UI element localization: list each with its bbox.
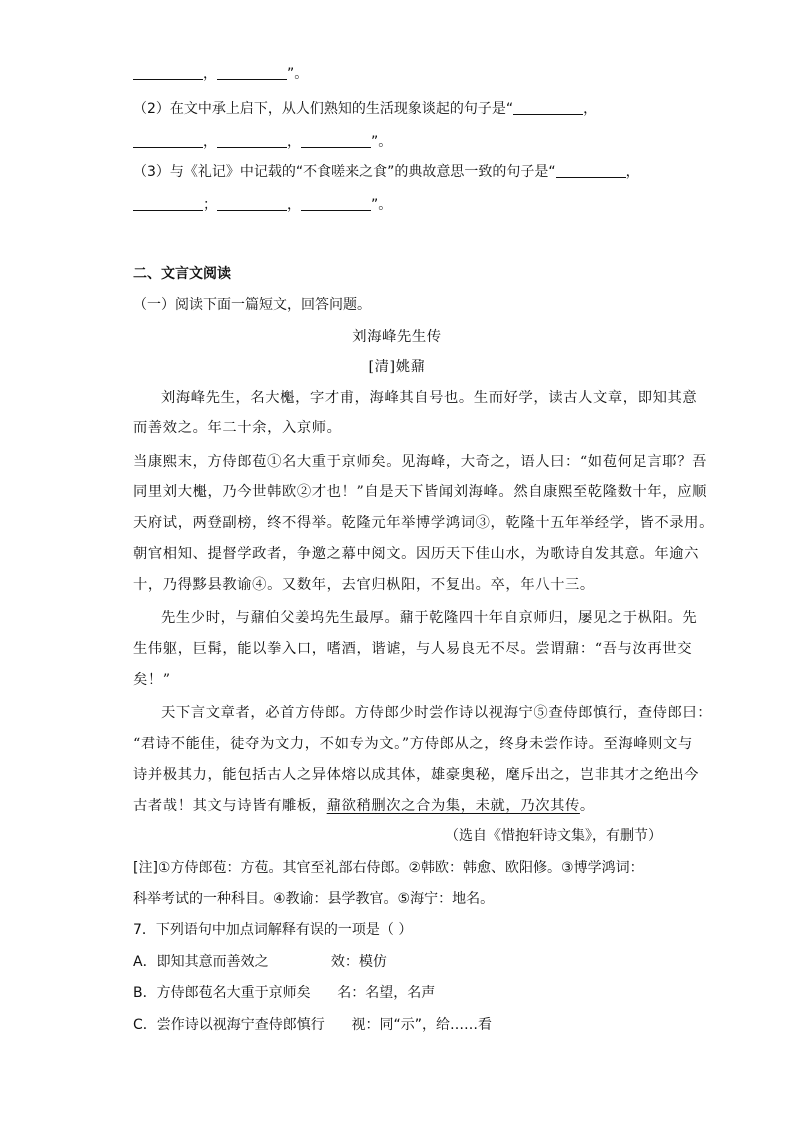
option-a[interactable]: A．即知其意而善效之 效：模仿 — [133, 954, 387, 970]
answer-blank[interactable] — [556, 163, 626, 178]
passage-line: 十，乃得黟县教谕④。又数年，去官归枞阳，不复出。卒，年八十三。 — [133, 577, 595, 593]
answer-blank[interactable] — [133, 196, 203, 211]
answer-blank[interactable] — [217, 196, 287, 211]
passage-line: 同里刘大櫆，乃今世韩欧②才也！”自是天下皆闻刘海峰。然自康熙至乾隆数十年，应顺 — [133, 484, 707, 500]
option-b[interactable]: B．方侍郎苞名大重于京师矣 名：名望，名声 — [133, 985, 436, 1001]
question-7-stem: 7．下列语句中加点词解释有误的一项是（ ） — [133, 922, 413, 938]
notes-line: 科举考试的一种科目。④教谕：县学教官。⑤海宁：地名。 — [133, 891, 495, 907]
passage-line: 先生少时，与鼐伯父姜坞先生最厚。鼐于乾隆四十年自京师归，屡见之于枞阳。先 — [161, 610, 698, 626]
passage-line: 天下言文章者，必首方侍郎。方侍郎少时尝作诗以视海宁⑤查侍郎慎行，查侍郎曰： — [161, 705, 713, 721]
passage-line: 天府试，两登副榜，终不得举。乾隆元年举博学鸿词③，乾隆十五年举经学，皆不录用。 — [133, 515, 714, 531]
passage-line: 而善效之。年二十余，入京师。 — [133, 420, 342, 436]
passage-line: 矣！” — [133, 672, 171, 688]
passage-line: “君诗不能佳，徒夺为文力，不如专为文。”方侍郎从之，终身未尝作诗。至海峰则文与 — [133, 736, 693, 752]
underlined-sentence: 鼐欲稍删次之合为集，未就，乃次其传 — [326, 798, 580, 814]
fill-line-1: ， ”。 — [133, 64, 308, 84]
answer-blank[interactable] — [301, 196, 371, 211]
answer-blank[interactable] — [133, 133, 203, 148]
question-2-line-2: ， ， ”。 — [133, 132, 392, 152]
passage-line: 古者哉！其文与诗皆有雕板，鼐欲稍删次之合为集，未就，乃次其传。 — [133, 798, 595, 814]
answer-blank[interactable] — [217, 133, 287, 148]
question-2-line-1: （2）在文中承上启下，从人们熟知的生活现象谈起的句子是“ ， — [133, 101, 598, 117]
passage-source: （选自《惜抱轩诗文集》，有删节） — [445, 828, 662, 844]
section-subheading: （一）阅读下面一篇短文，回答问题。 — [133, 297, 371, 313]
question-3-line-2: ； ， ”。 — [133, 195, 392, 215]
answer-blank[interactable] — [217, 65, 287, 80]
passage-line: 诗并极其力，能包括古人之异体熔以成其体，雄豪奥秘，麾斥出之，岂非其才之绝出今 — [133, 767, 700, 783]
passage-line: 当康熙末，方侍郎苞①名大重于京师矣。见海峰，大奇之，语人曰：“如苞何足言耶？吾 — [133, 454, 707, 470]
question-3-line-1: （3）与《礼记》中记载的“不食嗟来之食”的典故意思一致的句子是“ ， — [133, 164, 640, 180]
passage-line: 刘海峰先生，名大櫆，字才甫，海峰其自号也。生而好学，读古人文章，即知其意 — [161, 390, 698, 406]
option-c[interactable]: C．尝作诗以视海宁查侍郎慎行 视：同“示”，给……看 — [133, 1017, 492, 1033]
answer-blank[interactable] — [513, 100, 583, 115]
notes-line: [注]①方侍郎苞：方苞。其官至礼部右侍郎。②韩欧：韩愈、欧阳修。③博学鸿词： — [133, 860, 644, 876]
passage-line: 生伟躯，巨髯，能以拳入口，嗜酒，谐谑，与人易良无不尽。尝谓鼐：“吾与汝再世交 — [133, 641, 693, 657]
passage-line: 朝官相知、提督学政者，争邀之幕中阅文。因历天下佳山水，为歌诗自发其意。年逾六 — [133, 546, 700, 562]
passage-author: [清]姚鼐 — [368, 359, 426, 375]
answer-blank[interactable] — [133, 65, 203, 80]
section-heading: 二、文言文阅读 — [133, 266, 231, 282]
answer-blank[interactable] — [301, 133, 371, 148]
passage-title: 刘海峰先生传 — [352, 329, 442, 345]
